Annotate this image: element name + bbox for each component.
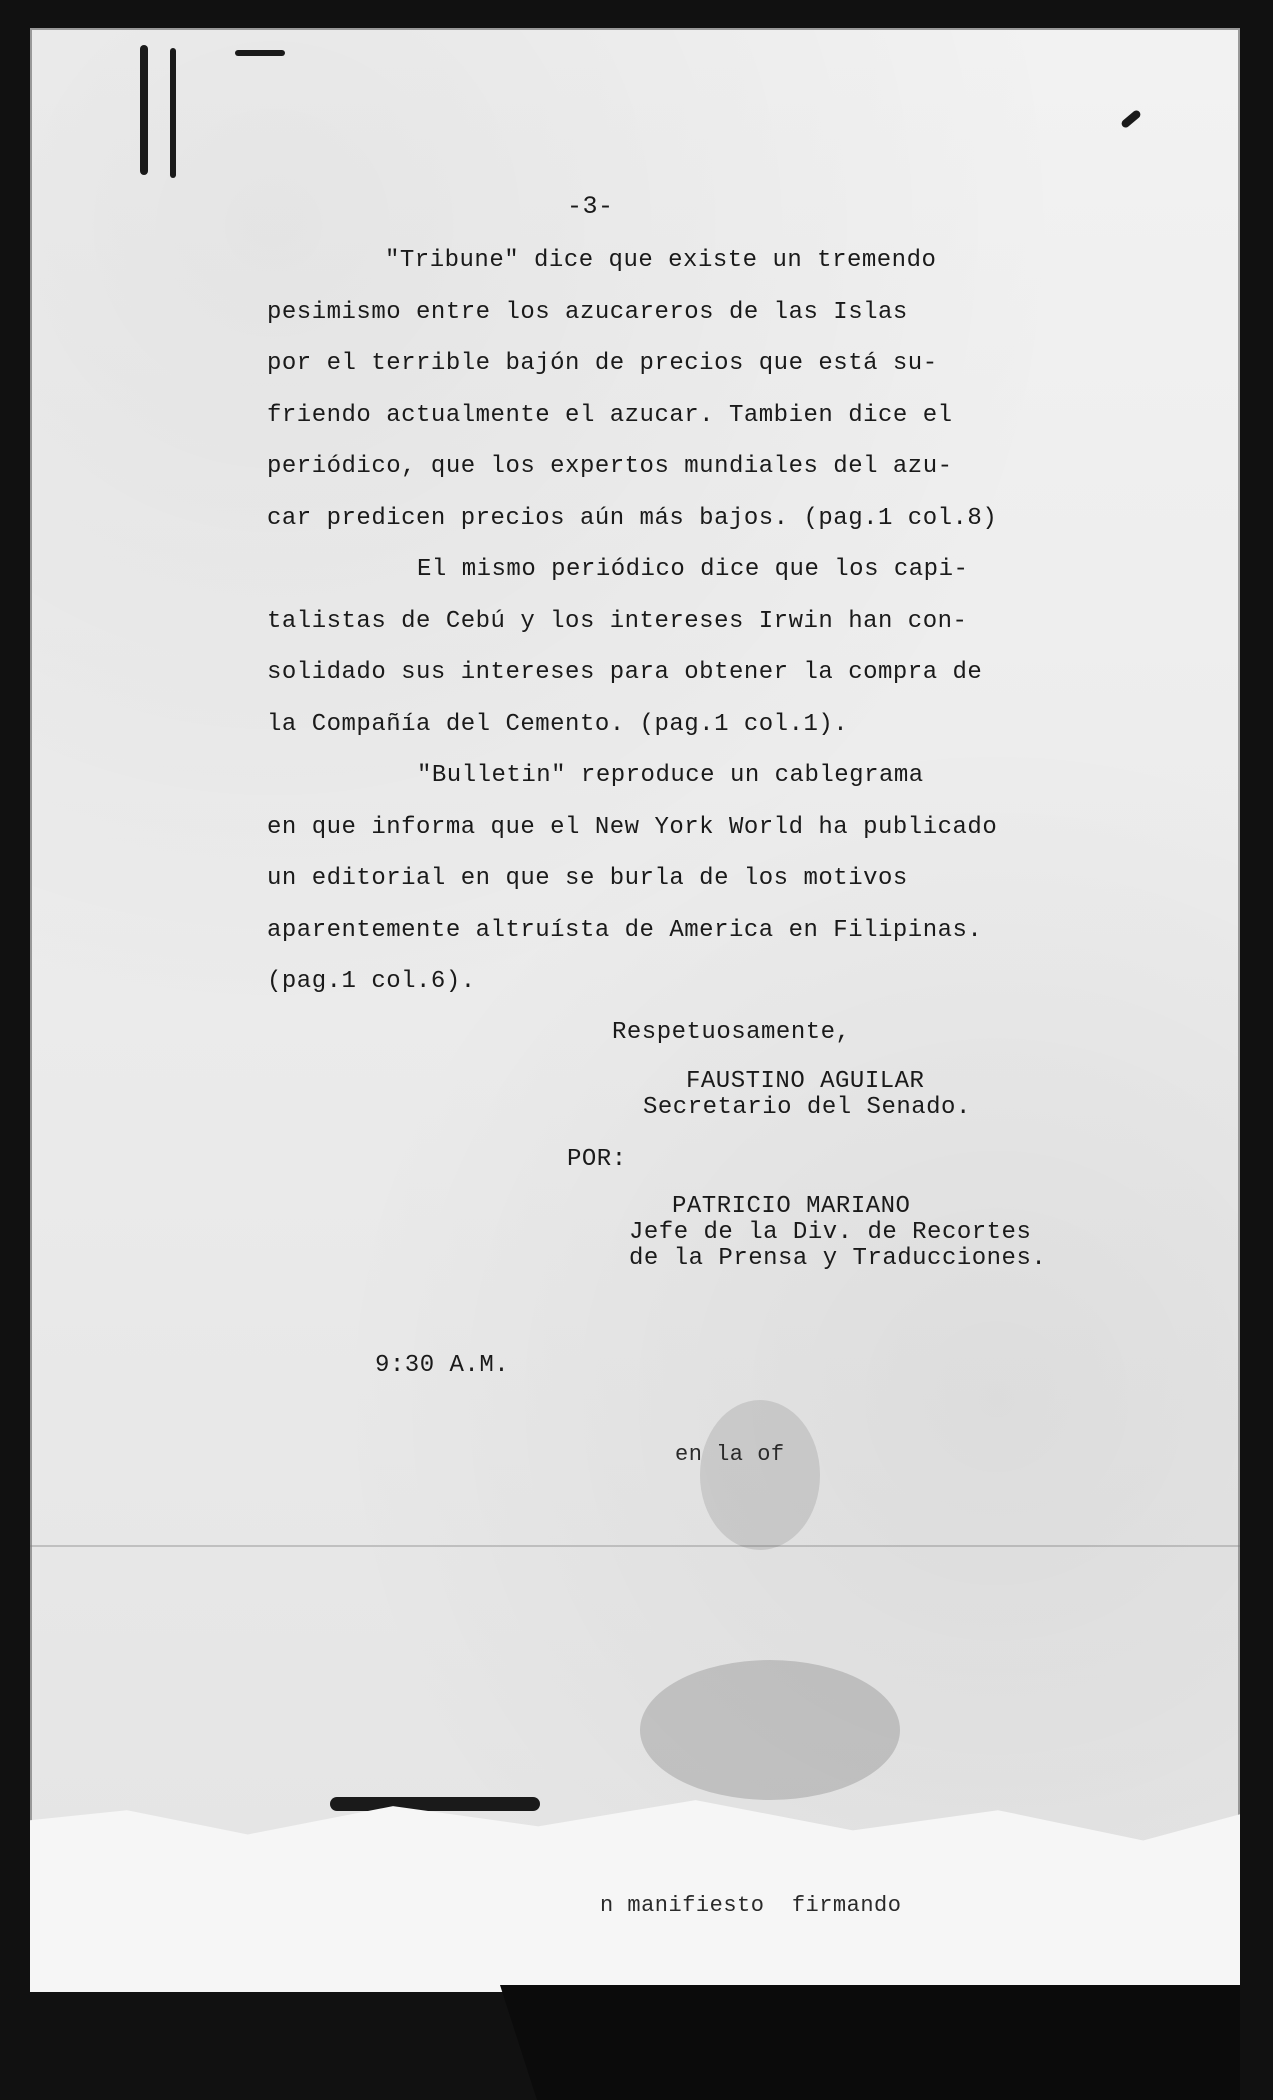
stain xyxy=(700,1400,820,1550)
page-number: -3- xyxy=(567,192,614,221)
closing-salutation: Respetuosamente, xyxy=(612,1019,851,1046)
time-stamp: 9:30 A.M. xyxy=(375,1352,510,1379)
torn-corner xyxy=(500,1985,1240,2100)
paragraph-3-line-1: "Bulletin" reproduce un cablegrama xyxy=(417,762,924,789)
paragraph-1-line-6: car predicen precios aún más bajos. (pag.1 col.8) xyxy=(267,505,998,532)
ink-mark xyxy=(330,1797,540,1811)
agent-name: PATRICIO MARIANO xyxy=(672,1193,911,1220)
paragraph-2-line-2: talistas de Cebú y los intereses Irwin han con- xyxy=(267,608,968,635)
paragraph-3-line-5: (pag.1 col.6). xyxy=(267,968,476,995)
paragraph-3-line-3: un editorial en que se burla de los motivos xyxy=(267,865,908,892)
ink-mark xyxy=(170,48,176,178)
faint-note: en la of xyxy=(675,1442,785,1467)
ink-mark xyxy=(140,45,148,175)
agent-title-line-1: Jefe de la Div. de Recortes xyxy=(629,1219,1032,1246)
paragraph-1-line-3: por el terrible bajón de precios que está su- xyxy=(267,350,938,377)
paragraph-1-line-1: "Tribune" dice que existe un tremendo xyxy=(385,247,937,274)
paragraph-1-line-5: periódico, que los expertos mundiales del azu- xyxy=(267,453,953,480)
stain xyxy=(640,1660,900,1800)
paragraph-1-line-2: pesimismo entre los azucareros de las Islas xyxy=(267,299,908,326)
agent-title-line-2: de la Prensa y Traducciones. xyxy=(629,1245,1047,1272)
signer-title: Secretario del Senado. xyxy=(643,1094,971,1121)
paragraph-2-line-1: El mismo periódico dice que los capi- xyxy=(417,556,969,583)
paragraph-2-line-3: solidado sus intereses para obtener la compra de xyxy=(267,659,983,686)
paper-fold-crease xyxy=(30,1545,1240,1547)
por-label: POR: xyxy=(567,1146,627,1173)
paragraph-3-line-4: aparentemente altruísta de America en Filipinas. xyxy=(267,917,983,944)
paragraph-1-line-4: friendo actualmente el azucar. Tambien dice el xyxy=(267,402,953,429)
paragraph-2-line-4: la Compañía del Cemento. (pag.1 col.1). xyxy=(267,711,849,738)
ink-mark xyxy=(235,50,285,56)
faint-note-bottom: n manifiesto firmando xyxy=(600,1893,902,1918)
signer-name: FAUSTINO AGUILAR xyxy=(686,1068,925,1095)
paragraph-3-line-2: en que informa que el New York World ha publicado xyxy=(267,814,998,841)
